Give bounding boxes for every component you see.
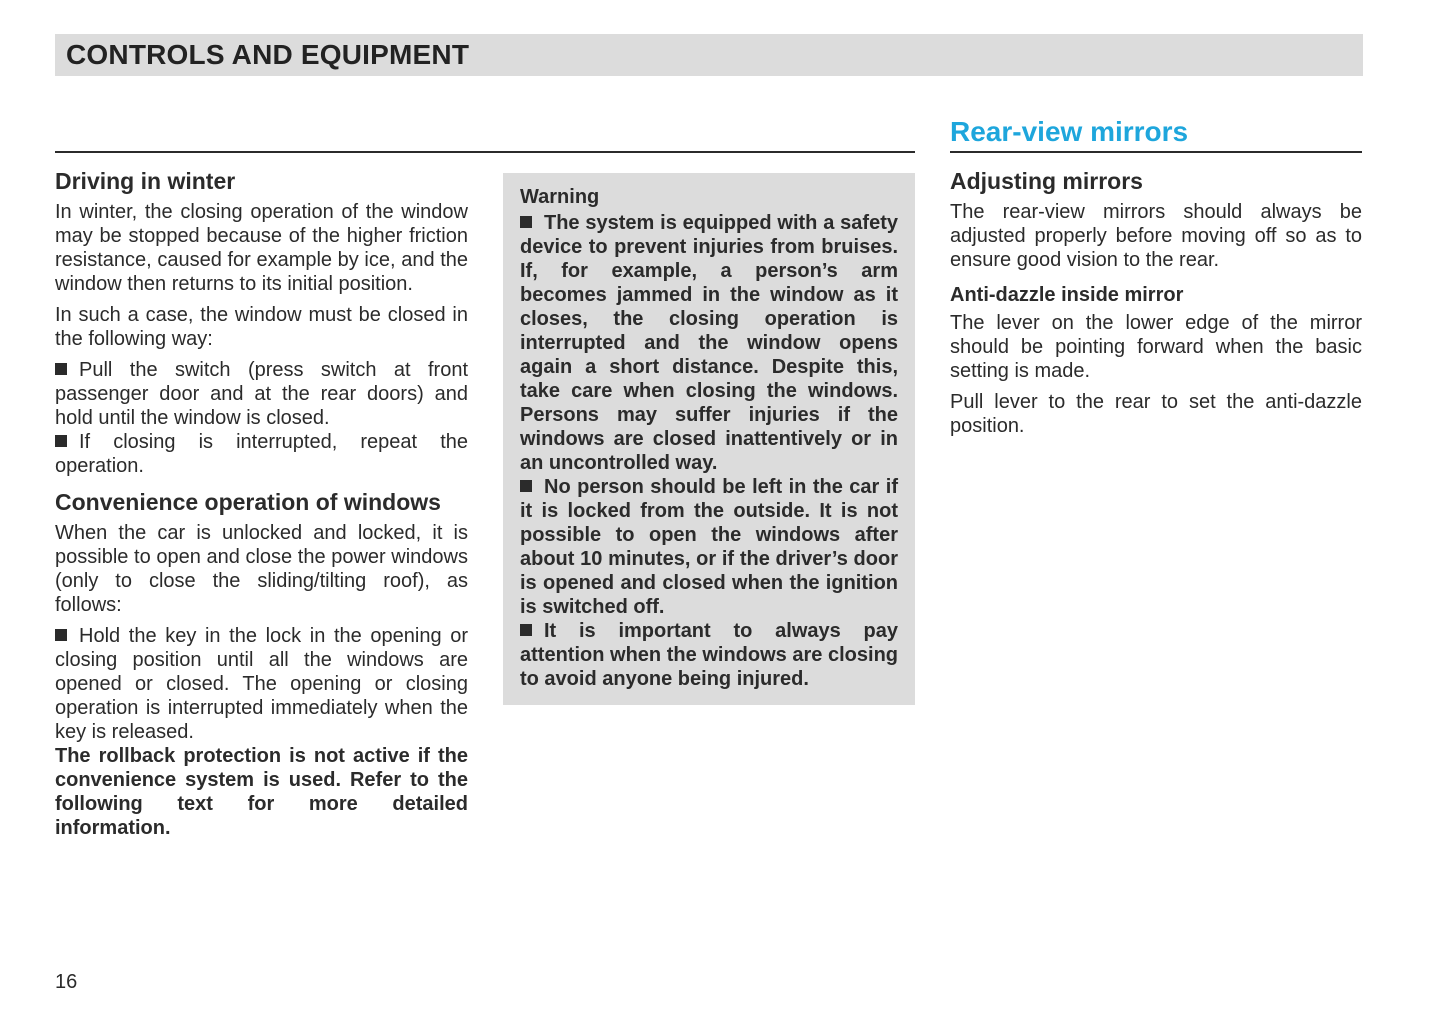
square-bullet-icon	[520, 480, 532, 492]
chapter-header-bar	[55, 34, 1363, 76]
right-column	[950, 166, 1362, 438]
rear-view-mirrors-title: Rear-view mirrors	[950, 116, 1189, 147]
winter-bullet-1: Pull the switch (press switch at front passenger door and at the rear doors) and hold until the window is closed.	[55, 359, 468, 429]
convenience-paragraph: When the car is unlocked and locked, it is possible to open and close the power windows (only to close the sliding/tilting roof), as follows:	[55, 522, 468, 616]
chapter-title: CONTROLS AND EQUIPMENT	[66, 39, 470, 70]
warning-item-2: No person should be left in the car if it is locked from the outside. It is not possible to open the windows after about 10 minutes, or if the driver’s door is opened and closed when the ignition is switched off.	[520, 476, 898, 618]
left-section-rule	[55, 151, 915, 153]
adjusting-mirrors-heading: Adjusting mirrors	[950, 168, 1143, 194]
square-bullet-icon	[520, 624, 532, 636]
winter-bullet-2: If closing is interrupted, repeat the operation.	[55, 431, 468, 477]
square-bullet-icon	[55, 629, 67, 641]
rollback-note: The rollback protection is not active if the convenience system is used. Refer to the following text for more detailed information.	[55, 745, 468, 839]
anti-dazzle-paragraph-2: Pull lever to the rear to set the anti-dazzle position.	[950, 391, 1362, 437]
square-bullet-icon	[520, 216, 532, 228]
left-column	[55, 166, 468, 840]
convenience-heading: Convenience operation of windows	[55, 489, 441, 515]
driving-in-winter-heading: Driving in winter	[55, 168, 236, 194]
right-section-rule	[950, 151, 1362, 153]
warning-box	[503, 173, 915, 705]
winter-paragraph-2: In such a case, the window must be closed in the following way:	[55, 304, 468, 350]
adjusting-paragraph: The rear-view mirrors should always be adjusted properly before moving off so as to ensure good vision to the rear.	[950, 201, 1362, 271]
anti-dazzle-paragraph-1: The lever on the lower edge of the mirror should be pointing forward when the basic setting is made.	[950, 312, 1362, 382]
square-bullet-icon	[55, 435, 67, 447]
page-number: 16	[55, 971, 78, 993]
warning-item-1: The system is equipped with a safety device to prevent injuries from bruises. If, for example, a person’s arm becomes jammed in the window as it closes, the closing operation is interrupted and the window opens again a short distance. Despite this, take care when closing the windows. Persons may suffer injuries if the windows are closed inattentively or in an uncontrolled way.	[520, 212, 898, 474]
square-bullet-icon	[55, 363, 67, 375]
winter-paragraph-1: In winter, the closing operation of the window may be stopped because of the higher friction resistance, caused for example by ice, and the window then returns to its initial position.	[55, 201, 468, 295]
convenience-bullet: Hold the key in the lock in the opening or closing position until all the windows are opened or closed. The opening or closing operation is interrupted immediately when the key is released.	[55, 625, 468, 743]
warning-item-3: It is important to always pay attention when the windows are closing to avoid anyone being injured.	[520, 620, 898, 690]
warning-title: Warning	[520, 186, 600, 208]
anti-dazzle-heading: Anti-dazzle inside mirror	[950, 284, 1184, 306]
